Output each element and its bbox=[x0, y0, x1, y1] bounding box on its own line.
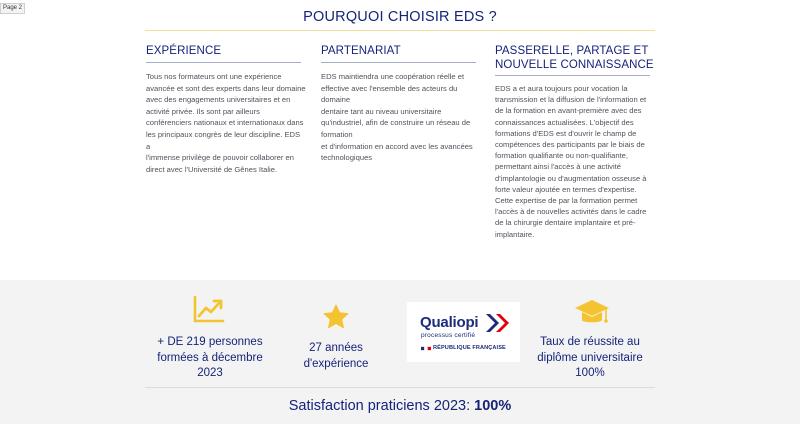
text-line: permettant ainsi l'accès à une activité bbox=[495, 162, 621, 172]
text-line: avec des engagements universitaires et en bbox=[146, 95, 291, 105]
column-experience bbox=[146, 44, 306, 175]
text-line: les principaux congrès de leur discipline. EDS a bbox=[146, 129, 301, 151]
heading-line: NOUVELLE CONNAISSANCE bbox=[495, 59, 654, 71]
heading-line: PARTENARIAT bbox=[321, 45, 401, 57]
text-line: qu'industriel, afin de construire un réseau de bbox=[321, 118, 471, 128]
qualiopi-republic: RÉPUBLIQUE FRANÇAISE bbox=[433, 345, 506, 351]
text-line: compétences des participants par le biais de bbox=[495, 140, 645, 150]
qualiopi-subtitle: processus certifié bbox=[421, 332, 476, 339]
text-line: avancée et sont des experts dans leur domaine bbox=[146, 83, 306, 93]
text-line: transmission et la diffusion de l'information et bbox=[495, 95, 647, 105]
star-icon bbox=[322, 303, 350, 331]
stat-line: d'expérience bbox=[303, 357, 369, 370]
text-line: activité privée. Ils sont par ailleurs bbox=[146, 106, 260, 116]
column-text bbox=[321, 71, 481, 164]
column-text bbox=[495, 83, 658, 240]
stat-line: 100% bbox=[575, 367, 605, 379]
heading-line: PASSERELLE, PARTAGE ET bbox=[495, 45, 649, 57]
column-heading bbox=[495, 44, 658, 72]
column-heading bbox=[321, 44, 481, 58]
text-line: l'immense privilège de pouvoir collaborer en bbox=[146, 153, 294, 163]
graduation-cap-icon bbox=[574, 298, 610, 328]
growth-chart-icon bbox=[193, 295, 225, 323]
page-tag: Page 2 bbox=[0, 3, 25, 14]
text-line: formation qualifiante ou non-qualifiante, bbox=[495, 151, 628, 161]
stat-line: formées à décembre bbox=[157, 351, 263, 364]
text-line: technologiques bbox=[321, 153, 373, 163]
text-line: Tous nos formateurs ont une expérience bbox=[146, 72, 282, 81]
text-line: et d'information en accord avec les avancées bbox=[321, 141, 473, 151]
stat-line: diplôme universitaire bbox=[537, 351, 643, 364]
text-line: de la formation en avant-première avec des bbox=[495, 106, 642, 116]
stat-line: + DE 219 personnes bbox=[157, 336, 263, 348]
heading-underline bbox=[146, 62, 301, 63]
qualiopi-logo bbox=[407, 302, 520, 362]
text-line: formations d'EDS est d'ouvrir le champ de bbox=[495, 128, 637, 138]
text-line: formation bbox=[321, 129, 353, 139]
stat-trained-people bbox=[150, 335, 270, 382]
column-text bbox=[146, 71, 306, 175]
french-flag-icon bbox=[421, 346, 431, 351]
column-heading bbox=[146, 44, 306, 58]
satisfaction-value: 100% bbox=[474, 398, 512, 414]
qualiopi-arrows-icon bbox=[485, 313, 511, 333]
title-section bbox=[145, 0, 655, 31]
text-line: effective avec l'ensemble des acteurs du bbox=[321, 83, 458, 93]
text-line: EDS a et aura toujours pour vocation la bbox=[495, 84, 628, 93]
stat-line: Taux de réussite au bbox=[540, 336, 640, 348]
stat-line: 2023 bbox=[197, 367, 223, 379]
heading-underline bbox=[495, 75, 650, 76]
stat-years-experience bbox=[276, 341, 396, 372]
page-title: POURQUOI CHOISIR EDS ? bbox=[303, 9, 497, 25]
column-partenariat bbox=[321, 44, 481, 164]
stat-line: 27 années bbox=[309, 342, 363, 354]
satisfaction-label: Satisfaction praticiens 2023: bbox=[288, 398, 475, 414]
text-line: l'accès à de nouvelles activités dans le cadre bbox=[495, 207, 647, 217]
stat-success-rate bbox=[520, 335, 660, 382]
qualiopi-word: Qualiopi bbox=[420, 314, 479, 331]
heading-underline bbox=[321, 62, 476, 63]
text-line: conférenciers nationaux et internationaux dans bbox=[146, 118, 304, 128]
column-passerelle bbox=[495, 44, 658, 240]
text-line: d'implantologie ou d'augmentation osseuse à bbox=[495, 173, 647, 183]
text-line: domaine bbox=[321, 95, 351, 105]
text-line: de la chirurgie dentaire implantaire et pré- bbox=[495, 218, 636, 228]
text-line: direct avec l'Université de Gênes Italie. bbox=[146, 164, 278, 174]
text-line: dentaire tant au niveau universitaire bbox=[321, 106, 442, 116]
text-line: EDS maintiendra une coopération réelle et bbox=[321, 72, 465, 81]
heading-line: EXPÉRIENCE bbox=[146, 45, 222, 57]
text-line: Cette expertise de par la formation permet bbox=[495, 196, 638, 206]
satisfaction-line bbox=[0, 398, 800, 414]
text-line: implantaire. bbox=[495, 229, 535, 239]
stats-divider bbox=[145, 387, 655, 388]
text-line: forte valeur ajoutée en termes d'expertise. bbox=[495, 184, 637, 194]
text-line: connaissances actualisées. L'objectif des bbox=[495, 117, 634, 127]
